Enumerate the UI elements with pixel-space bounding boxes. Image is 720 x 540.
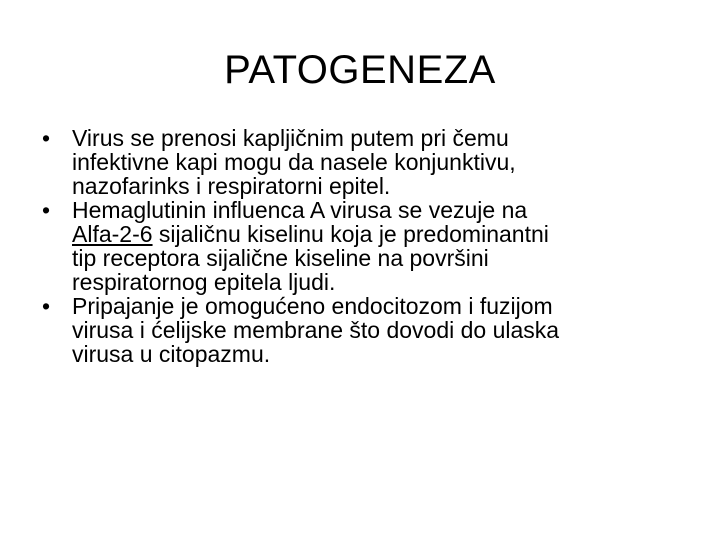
bullet-line: infektivne kapi mogu da nasele konjunktivu, [72,149,516,175]
bullet-line: Pripajanje je omogućeno endocitozom i fuzijom [72,293,553,319]
slide-title: PATOGENEZA [224,48,496,92]
bullet-line-rest: sijaličnu kiselinu koja je predominantni [152,221,549,247]
bullet-line: virusa u citopazmu. [72,341,271,367]
underlined-term: Alfa-2-6 [72,221,153,247]
bullet-dot-icon: • [42,125,51,151]
bullet-line: respiratornog epitela ljudi. [72,269,336,295]
bullet-line: Hemaglutinin influenca A virusa se vezuje na [72,197,528,223]
bullet-item [42,126,692,198]
bullet-line: virusa i ćelijske membrane što dovodi do ulaska [72,317,560,343]
bullet-dot-icon: • [42,197,51,223]
bullet-line [72,222,692,246]
bullet-item [42,198,692,294]
bullet-dot-icon: • [42,293,51,319]
bullet-item [42,294,692,366]
bullet-list [42,126,692,366]
bullet-line: tip receptora sijalične kiseline na površini [72,245,489,271]
bullet-line: Virus se prenosi kapljičnim putem pri čemu [72,125,509,151]
bullet-line: nazofarinks i respiratorni epitel. [72,173,391,199]
